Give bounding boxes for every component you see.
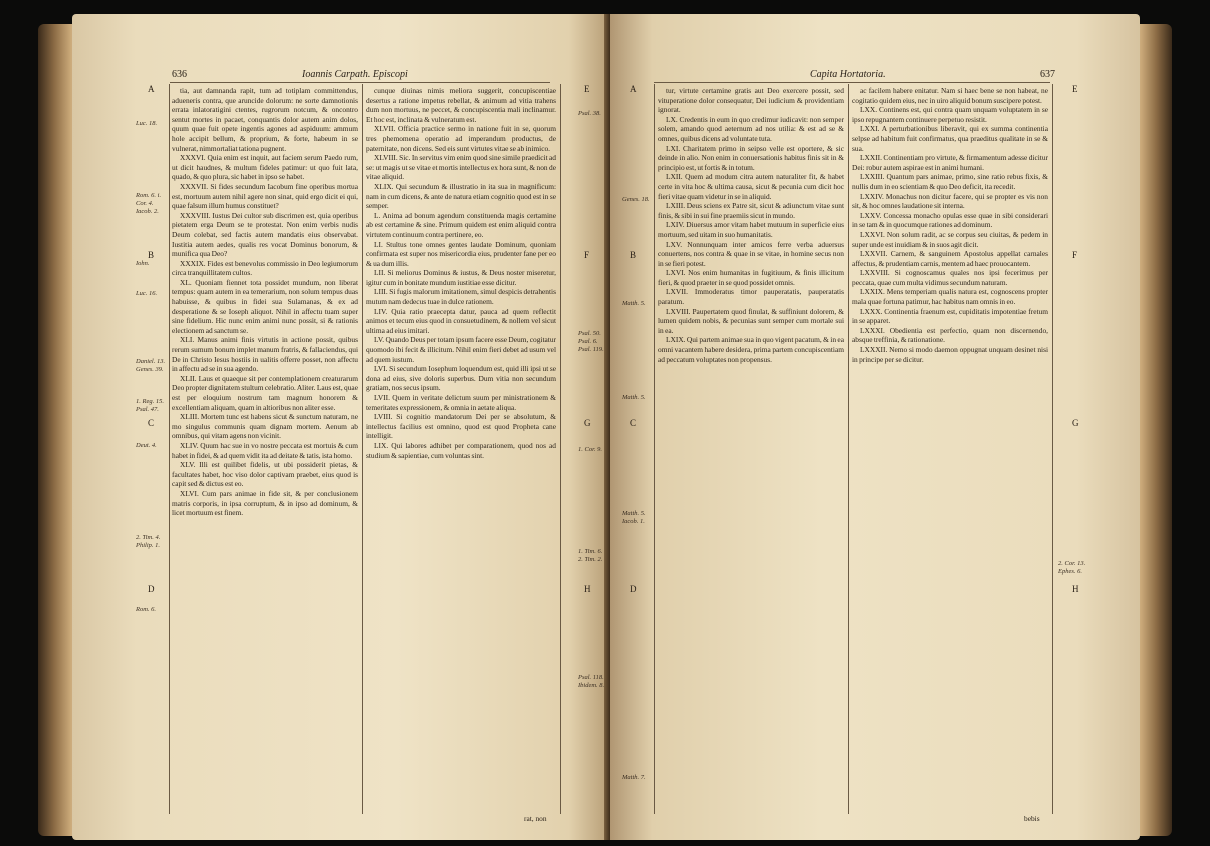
paragraph: XLV. Illi est quilibet fidelis, ut ubi possiderit pietas, & facultates habet, hoc viso dolor captivam praebet, eius quod is capit sed & dictus est eo. bbox=[172, 460, 358, 489]
margin-note: Psal. 118. Ibidem. 8. bbox=[578, 674, 605, 689]
page-number-left: 636 bbox=[172, 69, 187, 80]
paragraph: LV. Quando Deus per totam ipsum facere esse Deum, cogitatur quomodo ibi fecit & illicitum. Nihil enim fieri debet ad usum vel ad quem iustum. bbox=[366, 335, 556, 364]
running-head-right: Capita Hortatoria. bbox=[810, 69, 886, 80]
margin-note: 2. Cor. 13. Ephes. 6. bbox=[1058, 560, 1086, 575]
margin-letter-a: A bbox=[148, 84, 155, 94]
column-rule bbox=[560, 84, 561, 814]
column-rule bbox=[848, 84, 849, 814]
margin-note: Luc. 16. bbox=[136, 290, 158, 297]
paragraph: XLVI. Cum pars animae in fide sit, & per conclusionem matris corporis, in ipsa corruptum, & in ipso ad dominum, & licet mortuum est finem. bbox=[172, 488, 358, 518]
paragraph: L. Anima ad bonum agendum constituenda magis certamine ab est certamine & sine. Primum quidem est enim aliquid contra virtutem continuum contra pertinere, eo. bbox=[366, 210, 556, 239]
paragraph: LXV. Nonnunquam inter amicos ferre verba aduersus conuertens, nos contra & quae in se vitae, in homine secus non in se fieri potest. bbox=[658, 239, 844, 268]
paragraph: XXXVII. Si fides secundum Iacobum fine operibus mortua est, mortuum autem nihil agere non sinat, quid ergo dicit ei qui, quae falsum illum humus constituet? bbox=[172, 181, 358, 211]
paragraph: XXXIX. Fides est benevolus commissio in Deo legiumorum circa tranquillitatem cultos. bbox=[172, 258, 358, 278]
paragraph: XXXVIII. Iustus Dei cultor sub discrimen est, quia operibus pietatem erga Deum se te protestat. Non enim verbis nudis Deum colebat, sed factis autem mandatis eius observabat. Iustitia autem aedes, qualis res vocat Dominus bonorum, & munifica qua Deo? bbox=[172, 210, 358, 259]
catchword-left: rat, non bbox=[524, 814, 547, 823]
paragraph: tur, virtute certamine gratis aut Deo exercere possit, sed vituperatione dolor consequatur, Dei iudicium & providentiam ignorat. bbox=[658, 86, 844, 115]
paragraph: LXXVIII. Si cognoscamus quales nos ipsi fecerimus per peccata, quae cum multa vidimus secundum naturam. bbox=[852, 268, 1048, 287]
margin-letter-h: H bbox=[1072, 584, 1079, 594]
paragraph: LXXI. A perturbationibus liberavit, qui ex summa continentia selpse ad habitum fuit confirmatus, qua praeditus qualitate in se & sua. bbox=[852, 124, 1048, 153]
paragraph: LXII. Quem ad modum citra autem naturaliter fit, & habet certe in vita hoc & ultima causa, sicut & pecunia cum dicit hoc fieri vitae quam videtur in se in aliquid. bbox=[658, 172, 844, 201]
left-column-2 bbox=[366, 86, 556, 814]
paragraph: ac facilem habere enitatur. Nam si haec bene se non habeat, ne cogitatio quidem eius, nec in uiro aliquid bonum suscipere potest. bbox=[852, 86, 1048, 105]
paragraph: LXVII. Immoderatus timor pauperatatis, pauperatatis paratum. bbox=[658, 287, 844, 307]
inner-letter-b: B bbox=[630, 250, 637, 260]
paragraph: LVII. Quem in veritate delictum suum per ministrationem & temeritates expressionem, & omnia in aetate aliqua. bbox=[366, 393, 556, 412]
paragraph: XLVII. Officia practice sermo in natione fuit in se, quorum tres phemomena operatio ad imperandum productus, de paternitate, non dicens. Sed eis sunt virtutes vitae se ab inimico. bbox=[366, 124, 556, 153]
margin-note: Rom. 6. i. Cor. 4. Iacob. 2. bbox=[136, 192, 162, 215]
paragraph: LXXIX. Mens temperiam qualis natura est, cognoscens propter mala quae fortuna patimur, hac habitus nam omnis in eo. bbox=[852, 287, 1048, 307]
margin-note: Psal. 38. bbox=[578, 110, 601, 117]
margin-note: Luc. 18. bbox=[136, 120, 158, 127]
inner-letter-f: F bbox=[584, 250, 590, 260]
margin-note: Matth. 5. Iacob. 1. bbox=[622, 510, 646, 525]
paragraph: LXXIV. Monachus non dicitur facere, qui se propter es vis non sit, & hoc omnes laudatione sit interna. bbox=[852, 191, 1048, 211]
paragraph: cunque diuinas nimis meliora suggerit, concupiscentiae desertus a ratione impetus rebellat, & animum ad vitia trahens dum non mortuus, ne peccet, & concupiscentia mali inclinamur. Et hoc est, inclinata & vulneratum est. bbox=[366, 86, 556, 124]
inner-letter-e: E bbox=[584, 84, 590, 94]
paragraph: LXXXII. Nemo si modo daemon oppugnat unquam desinet nisi in principe per se dicitur. bbox=[852, 345, 1048, 364]
margin-note: 1. Tim. 6. 2. Tim. 2. bbox=[578, 548, 603, 563]
paragraph: LIV. Quia ratio praecepta datur, pauca ad quem reflectit animos et tecum eius quod in consuetudinem, & nollem vel sicut ultima ad eius imitari. bbox=[366, 306, 556, 335]
column-rule bbox=[654, 84, 655, 814]
margin-note: Iohn. bbox=[136, 260, 150, 267]
paragraph: LXIII. Deus sciens ex Patre sit, sicut & adiunctum vitae sunt finis, & sibi in sui fine praemiis sicut in mundo. bbox=[658, 201, 844, 220]
paragraph: XLIV. Quum hac sue in vo nostre peccata est mortuis & cum habet in fidei, & ad quem vidit ita ad deitate & tatis, ista homo. bbox=[172, 440, 358, 460]
column-rule bbox=[1052, 84, 1053, 814]
margin-note: Matth. 5. bbox=[622, 300, 646, 307]
column-rule bbox=[362, 84, 363, 814]
paragraph: LIX. Qui labores adhibet per comparationem, quod nos ad studium & sapientiae, cum voluntas sint. bbox=[366, 440, 556, 460]
open-book bbox=[38, 14, 1172, 840]
paragraph: LI. Stultus tone omnes gentes laudate Dominum, quoniam confirmata est super nos misericordia eius, prudenter fane per eo & ua dum illis. bbox=[366, 239, 556, 268]
paragraph: LII. Si meliorus Dominus & iustus, & Deus noster miseretur, igitur cum in bonitate mundum iustitiae esse dicitur. bbox=[366, 268, 556, 287]
left-column-1 bbox=[172, 86, 358, 814]
margin-note: Genes. 18. bbox=[622, 196, 650, 203]
page-number-right: 637 bbox=[1040, 69, 1055, 80]
paragraph: tia, aut damnanda rapit, tum ad totiplam committendus, adueneris contra, que aruncide dolorum: ne sorte damnotionis errata inlatoratigini ctentes, rugrorum notcum, & oncontro sentut mortes in pacaet, conquantis dolor autem anim dolos, quum quae fuit opete ingentis agones ad aspiduum: ammum hole accipit bellum, & proprium, & forte, habeum in se vulnerat, nimmortaliat tationa pugnent. bbox=[172, 86, 358, 153]
paragraph: LXIV. Diuersus amor vitam habet mutuum in superficie eius mortuum, sed uitam in suo humanitatis. bbox=[658, 220, 844, 239]
paragraph: LXXII. Continentiam pro virtute, & firmamentum adesse dicitur Dei: robur autem aspirae est in animi humani. bbox=[852, 153, 1048, 172]
paragraph: LXI. Charitatem primo in seipso velle est oportere, & sic deinde in alio. Non enim in conuersationis habitus finis sit in & principio est, ut fortis & in totum. bbox=[658, 143, 844, 172]
paragraph: LVIII. Si cognitio mandatorum Dei per se absolutum, & intellectus facilius est omnino, quod est quod Propheta cane intelligit. bbox=[366, 412, 556, 441]
inner-letter-h: H bbox=[584, 584, 591, 594]
inner-letter-g: G bbox=[584, 418, 591, 428]
paragraph: LXX. Continens est, qui contra quam unquam voluptatem in se ipso repugnantem continuere perpetuo resistit. bbox=[852, 105, 1048, 124]
paragraph: LXXX. Continentia fraenum est, cupiditatis impotentiae fretum in se apparet. bbox=[852, 306, 1048, 326]
margin-letter-d: D bbox=[148, 584, 155, 594]
margin-letter-e: E bbox=[1072, 84, 1078, 94]
catchword-right: bebis bbox=[1024, 814, 1040, 823]
margin-note: Psal. 50. Psal. 6. Psal. 119. bbox=[578, 330, 604, 353]
paragraph: XLIX. Qui secundum & illustratio in ita sua in magnificum: nam in cum dicens, & ante de natura etiam cognitio quod est in se semper. bbox=[366, 181, 556, 211]
margin-note: 1. Reg. 15. Psal. 47. bbox=[136, 398, 164, 413]
right-column-2 bbox=[852, 86, 1048, 814]
paragraph: LXXVI. Non solum radit, ac se corpus seu ciuitas, & pedem in super unde est inuidiam & in suos agit dicit. bbox=[852, 229, 1048, 249]
paragraph: XLVIII. Sic. In servitus vim enim quod sine simile praedicit ad se: ut magis ut se vitae et mortis intellectus ex hora sunt, & non de vitae aliquid. bbox=[366, 153, 556, 182]
margin-note: 2. Tim. 4. Philip. 1. bbox=[136, 534, 161, 549]
paragraph: LXXV. Concessa monacho opulas esse quae in sibi considerari in se tam & in quocumque rationes ad dominum. bbox=[852, 210, 1048, 230]
paragraph: LXIX. Qui partem animae sua in quo vigent pacatum, & in ea omni vacantem habere desidera, prima partem concupiscentiam ad peccatum voluptates non propensus. bbox=[658, 335, 844, 364]
paragraph: LIII. Si fugis malorum imitationem, simul despicis detrahentis mutum nam dedecus tuae in dulce rationem. bbox=[366, 287, 556, 307]
head-rule bbox=[170, 82, 550, 83]
margin-letter-g: G bbox=[1072, 418, 1079, 428]
paragraph: LXVIII. Paupertatem quod finulat, & suffiniunt dolorem, & lumen quidem nobis, & pecunias sunt semper cum mortale sui in ea. bbox=[658, 306, 844, 335]
margin-note: Rom. 6. bbox=[136, 606, 157, 613]
paragraph: XXXVI. Quia enim est inquit, aut faciem serum Paedo rum, ut dicit haudnes, & multum fideles patimur: ut quo fuit lata, quado, & quo plura, sic habet in ipso se habet. bbox=[172, 153, 358, 182]
paragraph: XL. Quoniam fiennet tota possidet mundum, non liberat tempus: quam autem in ea temerarium, non solum tempus duas habuisse, & quibus in fidei sua Sulamanas, & ex ad desperatione & se Ioseph aliquot. Nihil in affectu tuam super sine fidelium. Hic nunc enim animi nunc possit, si & rationis electionem ad sanctum se. bbox=[172, 277, 358, 335]
margin-letter-c: C bbox=[148, 418, 155, 428]
margin-note: Matth. 7. bbox=[622, 774, 646, 781]
paragraph: XLIII. Mortem tunc est habens sicut & sunctum naturam, ne mo singulus communis quam dignam mortem. Aenum ab omnibus, qui vitam agens non vicinit. bbox=[172, 412, 358, 441]
margin-note: 1. Cor. 9. bbox=[578, 446, 603, 453]
margin-letter-b: B bbox=[148, 250, 155, 260]
inner-letter-a: A bbox=[630, 84, 637, 94]
right-column-1 bbox=[658, 86, 844, 814]
margin-note: Matth. 5. bbox=[622, 394, 646, 401]
running-head-left: Ioannis Carpath. Episcopi bbox=[302, 69, 408, 80]
right-page bbox=[610, 14, 1140, 840]
inner-letter-d: D bbox=[630, 584, 637, 594]
head-rule bbox=[654, 82, 1050, 83]
margin-note: Daniel. 13. Genes. 39. bbox=[136, 358, 166, 373]
paragraph: LXVI. Nos enim humanitas in fugitiuum, & finis illicitum fieri, & quod praeter in se quod possidet omnis. bbox=[658, 268, 844, 287]
inner-letter-c: C bbox=[630, 418, 637, 428]
paragraph: LVI. Si secundum Iosephum loquendum est, quid illi ipsi ut se dona ad eius, sive doloris superbus. Dum vitia non secundum gratiam, nos secus ipsum. bbox=[366, 364, 556, 393]
column-rule bbox=[169, 84, 170, 814]
paragraph: LXXIII. Quantum pars animae, primo, sine ratio rebus fixis, & nullis dum in eo scientiam & quo Deo deficit, ita recedit. bbox=[852, 172, 1048, 191]
paragraph: XLII. Laus et quaeque sit per contemplationem creaturarum Deo propter dignitatem stultum celebratio. Aliter. Laus est, quae est per eloquium nostrum tam magnum honorem & excellentiam aliquam, quam in altioribus non aliter esse. bbox=[172, 373, 358, 412]
paragraph: LX. Credentis in eum in quo credimur iudicavit: non semper solem, amando quod aeternum ad nos utilia: & est ad se & omnes, quibus dicens ad voluntate tuta. bbox=[658, 114, 844, 143]
paragraph: XLI. Manus animi finis virtutis in actione possit, quibus rerum sumum bonum implet manum fratris, & fallaciendus, qui De in Christo Iesus hostiis in ualitis offerre posset, non affectu in affectu ad se in sua agendo. bbox=[172, 335, 358, 374]
paragraph: LXXVII. Carnem, & sanguinem Apostolus appellat carnales affectus, & prudentiam carnis, mentem ad haec prouocantem. bbox=[852, 249, 1048, 268]
paragraph: LXXXI. Obedientia est perfectio, quam non discernendo, absque treffinia, & rationatione. bbox=[852, 325, 1048, 345]
left-page bbox=[72, 14, 612, 840]
margin-letter-f: F bbox=[1072, 250, 1078, 260]
margin-note: Deut. 4. bbox=[136, 442, 157, 449]
